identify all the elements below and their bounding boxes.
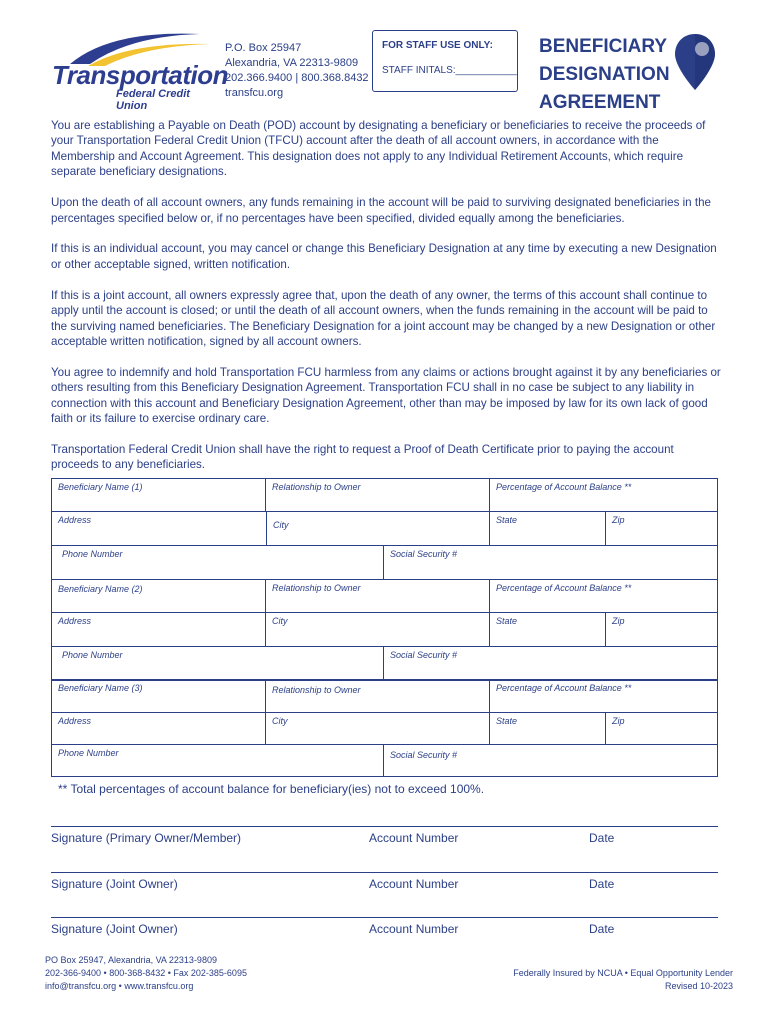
field-label: Address [58, 616, 92, 626]
date-label: Date [589, 877, 615, 891]
paragraph: Upon the death of all account owners, any funds remaining in the account will be paid to surviving designated beneficiaries in the percentages specified below or, if no percentages have been specified, divided equally among the beneficiaries. [51, 196, 711, 225]
footer-line: PO Box 25947, Alexandria, VA 22313-9809 [45, 955, 217, 965]
signature-line[interactable] [51, 872, 718, 873]
beneficiary-name-field[interactable] [52, 680, 266, 712]
footer-line: 202-366-9400 • 800-368-8432 • Fax 202-385-6095 [45, 968, 247, 978]
logo [50, 30, 228, 112]
address-line: P.O. Box 25947 [225, 42, 302, 54]
field-label: Phone Number [58, 748, 119, 758]
signature-line[interactable] [51, 917, 718, 918]
city-field[interactable] [266, 713, 490, 744]
percentage-note: ** Total percentages of account balance for beneficiary(ies) not to exceed 100%. [58, 782, 485, 796]
logo-subname: Federal Credit Union [116, 88, 190, 112]
account-number-label: Account Number [369, 831, 459, 845]
field-label: City [272, 616, 288, 626]
relationship-field[interactable] [266, 479, 490, 511]
address-line: transfcu.org [225, 87, 284, 99]
state-field[interactable] [490, 613, 606, 646]
date-label: Date [589, 831, 615, 845]
paragraph: You are establishing a Payable on Death (POD) account by designating a beneficiary or beneficiaries to receive the proceeds of your Transportation Federal Credit Union (TFCU) account after the death of all account owners, in accordance with the Membership and Account Agreement. This designation does not apply to any Individual Retirement Accounts, which require separate beneficiary designations. [51, 119, 706, 179]
staff-initials-field[interactable] [382, 65, 517, 76]
paragraph: You agree to indemnify and hold Transportation FCU harmless from any claims or actions brought against it by any beneficiaries or others resulting from this Beneficiary Designation Agreement. Transportation FCU shall in no case be subject to any liability in connection with this account and Beneficiary Designation Agreement, other than may be imposed by law for its own lack of good faith or its failure to exercise ordinary care. [51, 365, 721, 426]
state-field[interactable] [490, 512, 606, 545]
field-label: Percentage of Account Balance ** [496, 683, 632, 693]
field-label: Percentage of Account Balance ** [496, 583, 632, 593]
zip-field[interactable] [606, 613, 717, 646]
field-label: Address [58, 716, 92, 726]
staff-use-box [372, 30, 518, 92]
field-label: Relationship to Owner [272, 685, 361, 695]
beneficiary-name-field[interactable] [52, 580, 266, 612]
zip-field[interactable] [606, 512, 717, 545]
footer-line: Federally Insured by NCUA • Equal Opportunity Lender [513, 968, 733, 978]
footer-legal [513, 967, 733, 993]
ssn-field[interactable] [384, 745, 717, 776]
paragraph: If this is an individual account, you may cancel or change this Beneficiary Designation at any time by executing a new Designation or other acceptable signed, written notification. [51, 242, 717, 271]
address-field[interactable] [52, 512, 266, 545]
paragraph: If this is a joint account, all owners expressly agree that, upon the death of any owner, the terms of this account shall continue to apply until the account is closed; or until the death of all account owners, when the funds remaining in the account will be paid to the surviving named beneficiaries. The Beneficiary Designation for a joint account may be changed by a new Designation or other acceptable written notification, signed by all account owners. [51, 288, 716, 348]
address-line: Alexandria, VA 22313-9809 [225, 57, 359, 69]
field-label: City [272, 716, 288, 726]
field-label: Relationship to Owner [272, 482, 361, 492]
signature-label: Signature (Joint Owner) [51, 877, 178, 891]
city-field[interactable] [266, 613, 490, 646]
date-label: Date [589, 922, 615, 936]
staff-initials-label: STAFF INITALS: [382, 65, 456, 76]
percentage-field[interactable] [490, 580, 717, 612]
relationship-field[interactable] [266, 680, 490, 712]
agreement-text [51, 118, 723, 488]
staff-box-heading: FOR STAFF USE ONLY: [382, 40, 493, 51]
field-label: Beneficiary Name (2) [58, 584, 143, 594]
field-label: City [273, 520, 289, 530]
phone-field[interactable] [52, 745, 384, 776]
field-label: Percentage of Account Balance ** [496, 482, 632, 492]
title-line: DESIGNATION [539, 64, 670, 85]
header-address [225, 41, 369, 101]
address-line: 202.366.9400 | 800.368.8432 [225, 72, 369, 84]
zip-field[interactable] [606, 713, 717, 744]
logo-name: Transportation [52, 60, 228, 90]
phone-field[interactable] [52, 647, 384, 680]
address-field[interactable] [52, 713, 266, 744]
footer-line: info@transfcu.org • www.transfcu.org [45, 981, 194, 991]
field-label: Phone Number [62, 650, 123, 660]
phone-field[interactable] [52, 546, 384, 579]
signature-line[interactable] [51, 826, 718, 827]
ssn-field[interactable] [384, 546, 717, 579]
field-label: Beneficiary Name (1) [58, 482, 143, 492]
ssn-field[interactable] [384, 647, 717, 680]
signature-label: Signature (Joint Owner) [51, 922, 178, 936]
account-number-label: Account Number [369, 877, 459, 891]
field-label: State [496, 616, 518, 626]
field-label: State [496, 515, 518, 525]
field-label: State [496, 716, 518, 726]
beneficiary-block-3 [51, 679, 718, 777]
footer-contact [45, 954, 247, 993]
staff-initials-blank: ___________ [455, 65, 517, 76]
field-label: Zip [612, 515, 625, 525]
page-title [539, 33, 670, 117]
account-number-label: Account Number [369, 922, 459, 936]
beneficiary-block-1 [51, 478, 718, 580]
relationship-field[interactable] [266, 580, 490, 612]
field-label: Beneficiary Name (3) [58, 683, 143, 693]
state-field[interactable] [490, 713, 606, 744]
beneficiary-name-field[interactable] [52, 479, 266, 511]
signature-label: Signature (Primary Owner/Member) [51, 831, 242, 845]
city-field[interactable] [266, 512, 490, 545]
field-label: Zip [612, 716, 625, 726]
field-label: Zip [612, 616, 625, 626]
field-label: Social Security # [390, 750, 458, 760]
beneficiary-block-2 [51, 579, 718, 681]
location-pin-icon [672, 32, 718, 92]
field-label: Relationship to Owner [272, 583, 361, 593]
address-field[interactable] [52, 613, 266, 646]
percentage-field[interactable] [490, 479, 717, 511]
field-label: Phone Number [62, 549, 123, 559]
footer-line: Revised 10-2023 [664, 981, 733, 991]
field-label: Social Security # [390, 549, 458, 559]
field-label: Address [58, 515, 92, 525]
percentage-field[interactable] [490, 680, 717, 712]
title-line: BENEFICIARY [539, 36, 668, 57]
paragraph: Transportation Federal Credit Union shall have the right to request a Proof of Death Certificate prior to paying the account proceeds to any beneficiaries. [51, 443, 674, 472]
field-label: Social Security # [390, 650, 458, 660]
title-line: AGREEMENT [539, 92, 661, 113]
